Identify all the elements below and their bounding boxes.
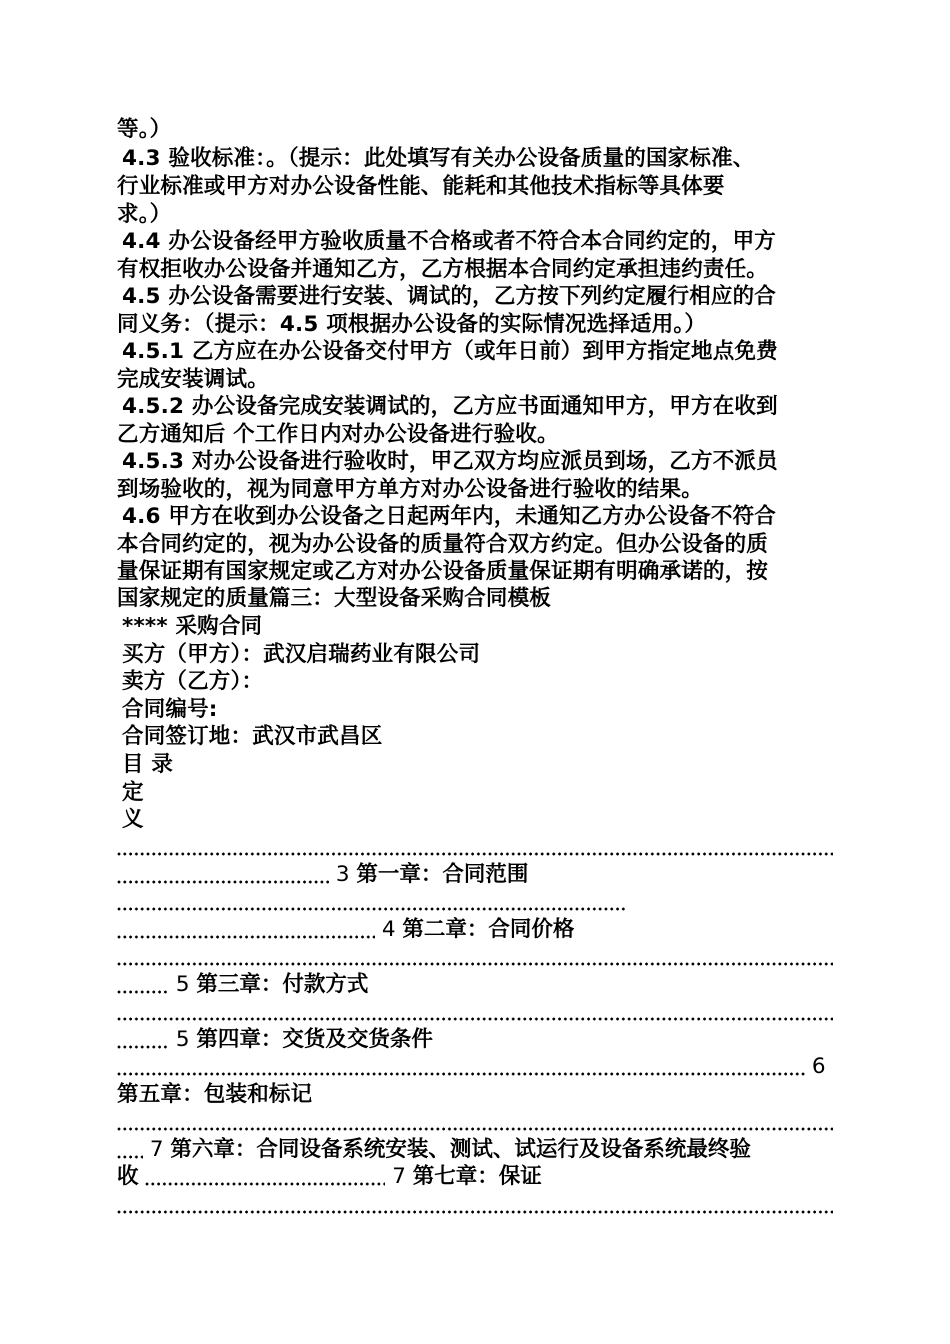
buyer-line: 买方（甲方）：武汉启瑞药业有限公司 [122,642,481,667]
toc-page-7: 7 [392,1164,406,1189]
toc-entry-4 [117,1026,833,1054]
toc-page-4: 5 [175,1027,190,1052]
toc-chapter-4: 第四章：交货及交货条件 [196,1027,433,1052]
leader-dots [117,943,833,971]
text-line-1: 等。） [117,117,172,142]
toc-chapter-1: 第一章：合同范围 [356,862,529,887]
toc-chapter-2: 第二章：合同价格 [402,917,575,942]
leader-dots [117,1108,833,1136]
contract-number-line: 合同编号: [122,697,218,722]
leader-dots [117,1191,833,1219]
text-line-17: 量保证期有国家规定或乙方对办公设备质量保证期有明确承诺的，按 [117,559,769,584]
text-line-18: 国家规定的质量篇三：大型设备采购合同模板 [117,586,552,611]
text-line-12: 乙方通知后 个工作日内对办公设备进行验收。 [117,422,559,447]
text-line-16: 本合同约定的，视为办公设备的质量符合双方约定。但办公设备的质 [117,532,769,557]
toc-entry-2 [117,916,833,944]
text-line-5: 4.4 办公设备经甲方验收质量不合格或者不符合本合同约定的，甲方 [122,229,776,254]
toc-chapter-7: 第七章：保证 [412,1164,542,1189]
toc-chapter-6: 第六章：合同设备系统安装、测试、试运行及设备系统最终验 [170,1137,751,1162]
toc-chapter-3: 第三章：付款方式 [196,972,369,997]
text-line-7: 4.5 办公设备需要进行安装、调试的，乙方按下列约定履行相应的合 [122,284,776,309]
text-line-14: 到场验收的，视为同意甲方单方对办公设备进行验收的结果。 [117,477,703,502]
text-line-6: 有权拒收办公设备并通知乙方，乙方根据本合同约定承担违约责任。 [117,257,769,282]
text-line-13: 4.5.3 对办公设备进行验收时，甲乙双方均应派员到场，乙方不派员 [122,449,778,474]
toc-page-3: 5 [175,972,190,997]
leader-dots [117,998,833,1026]
text-line-4: 求。） [117,202,172,227]
toc-entry-6 [117,1136,833,1164]
text-line-2: 4.3 验收标准：。（提示：此处填写有关办公设备质量的国家标准、 [122,146,755,171]
toc-heading: 目 录 [122,752,174,777]
toc-entry-3 [117,971,833,999]
text-line-10: 完成安装调试。 [117,367,269,392]
definition-char-1: 定 [122,780,144,805]
definition-char-2: 义 [122,807,144,832]
toc-page-5: 6 [811,1054,826,1079]
toc-page-1: 3 [335,862,350,887]
toc-page-2: 4 [381,917,396,942]
sign-place-line: 合同签订地：武汉市武昌区 [122,724,383,749]
toc-entry-6-cont [117,1163,833,1191]
toc-chapter-6-end: 收 [117,1164,139,1189]
contract-title: **** 采购合同 [122,614,263,639]
toc-entry-1 [117,861,833,889]
leader-dots [117,833,833,861]
text-line-8: 同义务：（提示：4.5 项根据办公设备的实际情况选择适用。） [117,312,707,337]
text-line-9: 4.5.1 乙方应在办公设备交付甲方（或年日前）到甲方指定地点免费 [122,339,778,364]
toc-chapter-5: 第五章：包装和标记 [117,1082,313,1107]
leader-dots [117,888,627,916]
toc-page-6: 7 [149,1137,164,1162]
text-line-11: 4.5.2 办公设备完成安装调试的，乙方应书面通知甲方，甲方在收到 [122,394,778,419]
text-line-15: 4.6 甲方在收到办公设备之日起两年内，未通知乙方办公设备不符合 [122,504,776,529]
toc-entry-5-page [117,1053,833,1081]
text-line-3: 行业标准或甲方对办公设备性能、能耗和其他技术指标等具体要 [117,174,725,199]
seller-line: 卖方（乙方）： [122,669,264,694]
